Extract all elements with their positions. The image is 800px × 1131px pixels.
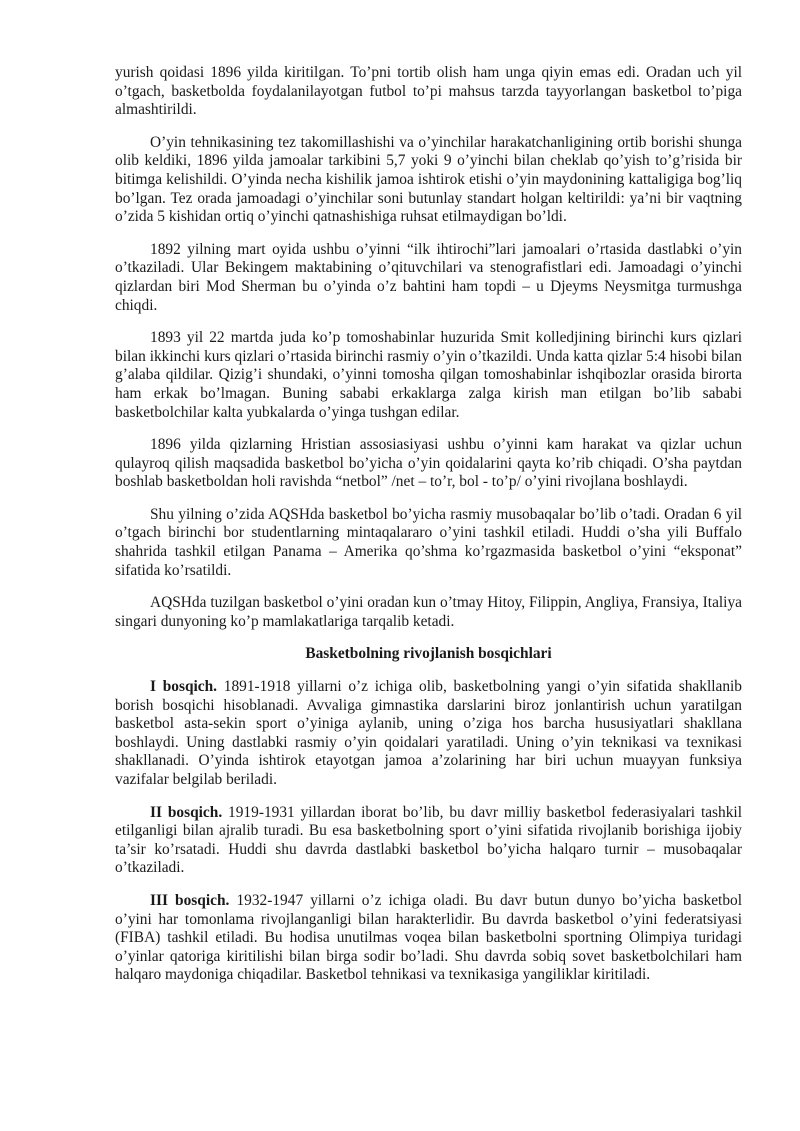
section-title: Basketbolning rivojlanish bosqichlari	[305, 645, 552, 663]
stage-3-paragraph	[115, 892, 742, 985]
stage-2-text: 1919-1931 yillardan iborat bo’lib, bu davr milliy basketbol federasiyalari tashkil etilganligi bilan ajralib turadi. Bu esa basketbolning sport o’yini sifatida rivojlanib borishiga ijobiy ta’sir ko’rsatadi. Huddi shu davrda dastlabki basketbol bo’yicha halqaro turnir – musobaqalar o’tkaziladi.	[115, 803, 742, 877]
paragraph-smith-college-1893: 1893 yil 22 martda juda ko’p tomoshabinlar huzurida Smit kolledjining birinchi kurs qizlari bilan ikkinchi kurs qizlari o’rtasida birinchi rasmiy o’yin o’tkazildi. Unda katta qizlar 5:4 hisobi bilan g’alaba qildilar. Qizig’i shundaki, o’yinni tomosha qilgan tomoshabinlar ishqibozlar orasida birorta ham erkak bo’lmagan. Buning sababi erkaklarga zalga kirish man etilgan bo’lib sababi basketbolchilar kalta yubkalarda o’yinga tushgan edilar.	[115, 329, 742, 421]
paragraph-spread-worldwide: AQSHda tuzilgan basketbol o’yini oradan kun o’tmay Hitoy, Filippin, Angliya, Fransiya, Italiya singari dunyoning ko’p mamlakatlariga tarqalib ketadi.	[115, 594, 742, 630]
stage-1-label: I bosqich.	[150, 678, 218, 696]
paragraph-continued: yurish qoidasi 1896 yilda kiritilgan. To’pni tortib olish ham unga qiyin emas edi. Oradan uch yil o’tgach, basketbolda foydalanilayotgan futbol to’pi mahsus tarzda tayyorlangan basketbol to’piga almashtirildi.	[115, 64, 742, 119]
stage-2-label: II bosqich.	[150, 803, 223, 821]
stage-3-label: III bosqich.	[150, 891, 230, 909]
stage-3-text: 1932-1947 yillarni o’z ichiga oladi. Bu davr butun dunyo bo’yicha basketbol o’yini har tomonlama rivojlanganligi bilan harakterlidir. Bu davrda basketbol o’yini federatsiyasi (FIBA) tashkil etiladi. Bu hodisa unutilmas voqea bilan basketbolni sportning Olimpiya turidagi o’yinlar qatoriga kiritilishi bilan birga sodir bo’ladi. Shu davrda sobiq sovet basketbolchilari ham halqaro maydoniga chiqadilar. Basketbol tehnikasi va texnikasiga yangiliklar kiritiladi.	[115, 891, 742, 984]
stage-1-paragraph	[115, 678, 742, 790]
paragraph-team-size: O’yin tehnikasining tez takomillashishi va o’yinchilar harakatchanligining ortib borishi shunga olib keldiki, 1896 yilda jamoalar tarkibini 5,7 yoki 9 o’yinchi bilan cheklab qo’yish to’g’risida bir bitimga kelishildi. O’yinda necha kishilik jamoa ishtirok etishi o’yin maydonining kattaligiga bog’liq bo’lgan. Tez orada jamoadagi o’yinchilar soni butunlay standart holgan keltirildi: ya’ni bir vaqtning o’zida 5 kishidan ortiq o’yinchi qatnashishiga ruhsat etilmaydigan bo’ldi.	[115, 133, 742, 226]
stage-1-text: 1891-1918 yillarni o’z ichiga olib, basketbolning yangi o’yin sifatida shakllanib borish bosqichi hisoblanadi. Avvaliga gimnastika darslarini biroz jonlantirish uchun yaratilgan basketbol asta-sekin sport o’yiniga aylanib, uning o’ziga hos barcha hususiyatlari shakllana boshlaydi. Uning dastlabki rasmiy o’yin qoidalari yaratiladi. Uning o’yin teknikasi va texnikasi shakllanadi. O’yinda ishtirok etayotgan jamoa a’zolarining har biri uchun muayyan funksiya vazifalar belgilab beriladi.	[115, 678, 742, 788]
paragraph-usa-competitions: Shu yilning o’zida AQSHda basketbol bo’yicha rasmiy musobaqalar bo’lib o’tadi. Oradan 6 yil o’tgach birinchi bor studentlarning mintaqalararo o’yini tashkil etiladi. Huddi o’sha yili Buffalo shahrida tashkil etilgan Panama – Amerika qo’shma ko’rgazmasida basketbol o’yini “eksponat” sifatida ko’rsatildi.	[115, 505, 742, 579]
paragraph-netball-1896: 1896 yilda qizlarning Hristian assosiasiyasi ushbu o’yinni kam harakat va qizlar uchun qulayroq qilish maqsadida basketbol bo’yicha o’yin qoidalarini qayta ko’rib chiqadi. O’sha paytdan boshlab basketboldan holi ravishda “netbol” /net – to’r, bol - to’p/ o’yini rivojlana boshlaydi.	[115, 436, 742, 491]
stage-2-paragraph	[115, 804, 742, 878]
paragraph-first-game-1892: 1892 yilning mart oyida ushbu o’yinni “ilk ihtirochi”lari jamoalari o’rtasida dastlabki o’yin o’tkaziladi. Ular Bekingem maktabining o’qituvchilari va stenografistlari edi. Jamoadagi o’yinchi qizlardan biri Mod Sherman bu o’yinda o’z bahtini ham topdi – u Djeyms Neysmitga turmushga chiqdi.	[115, 240, 742, 314]
